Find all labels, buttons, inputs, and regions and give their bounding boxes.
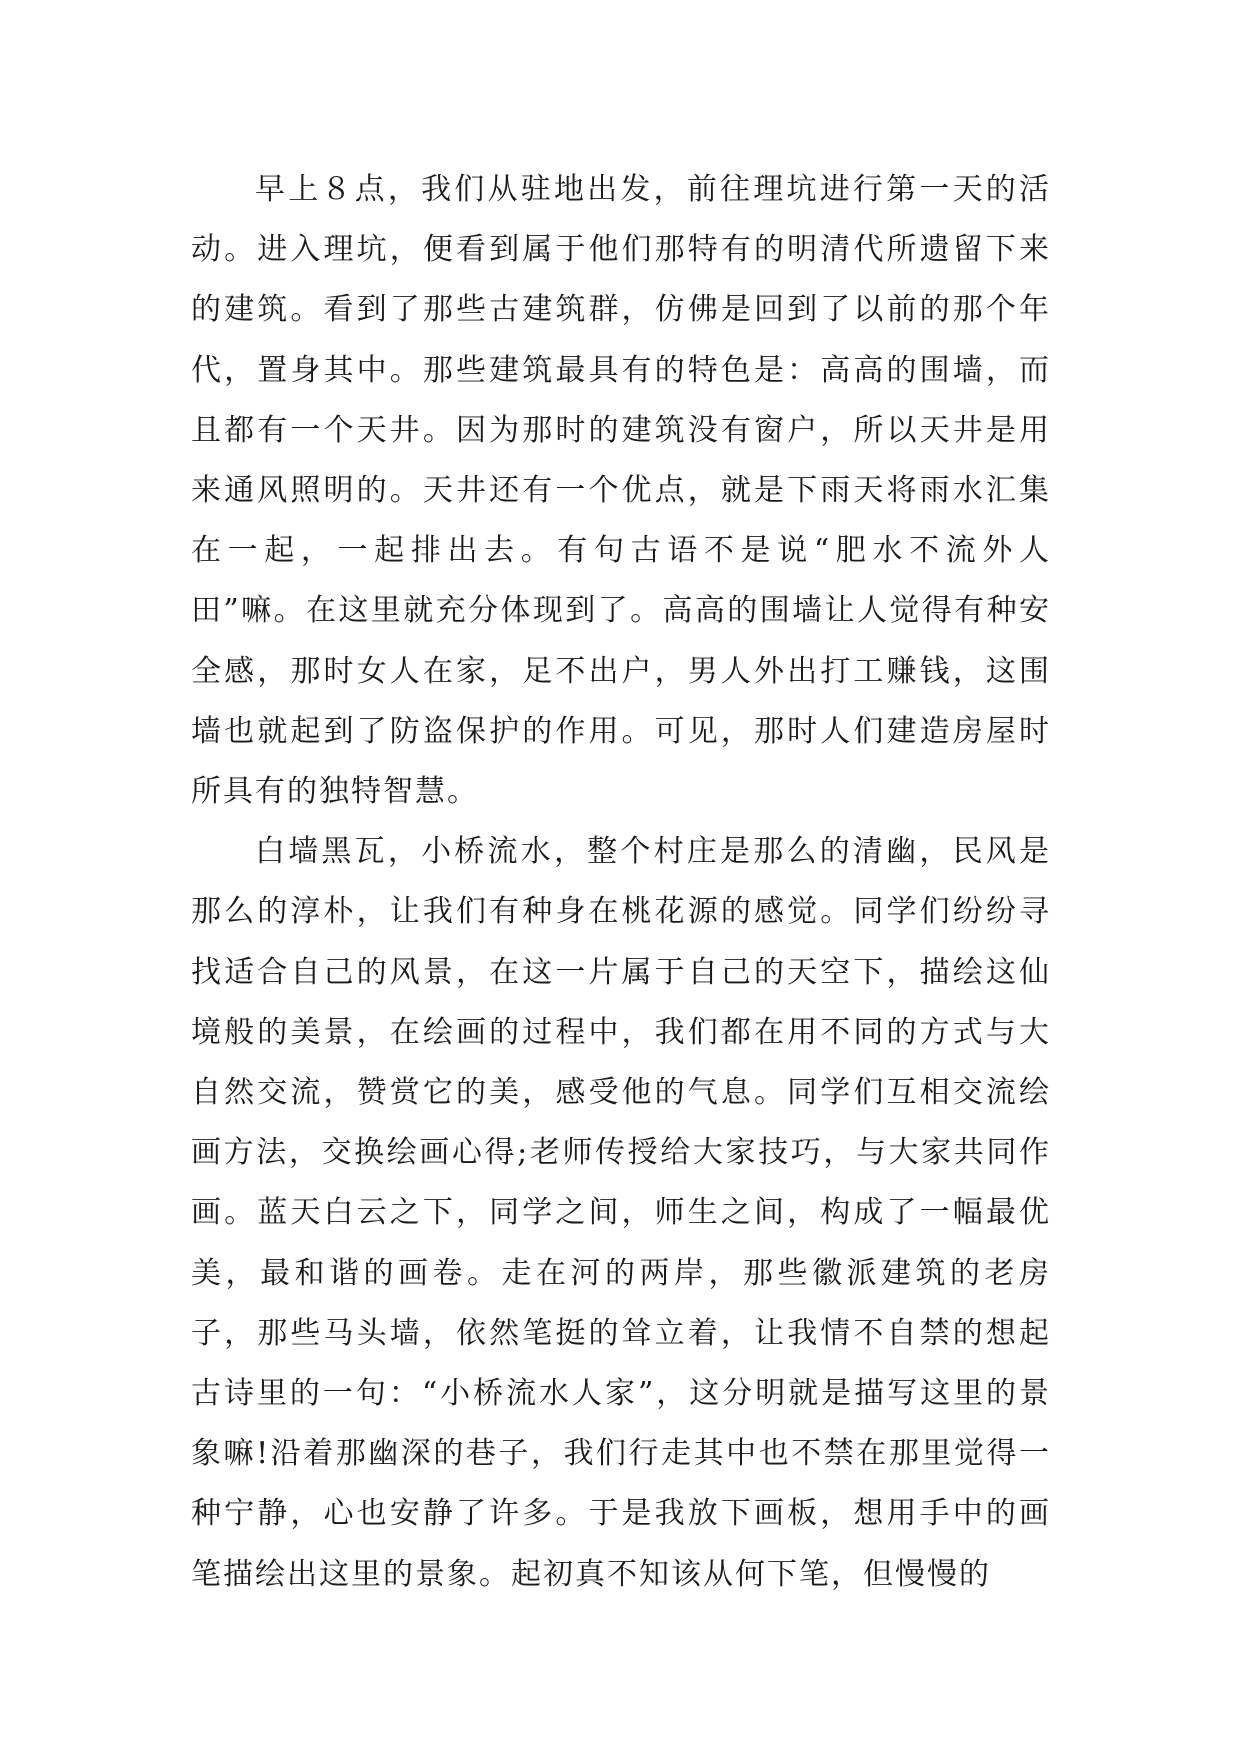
paragraph-2: 白墙黑瓦，小桥流水，整个村庄是那么的清幽，民风是那么的淳朴，让我们有种身在桃花源的感觉。同学们纷纷寻找适合自己的风景，在这一片属于自己的天空下，描绘这仙境般的美景，在绘画的过程中，我们都在用不同的方式与大自然交流，赞赏它的美，感受他的气息。同学们互相交流绘画方法，交换绘画心得;老师传授给大家技巧，与大家共同作画。蓝天白云之下，同学之间，师生之间，构成了一幅最优美，最和谐的画卷。走在河的两岸，那些徽派建筑的老房子，那些马头墙，依然笔挺的耸立着，让我情不自禁的想起古诗里的一句：“小桥流水人家”，这分明就是描写这里的景象嘛!沿着那幽深的巷子，我们行走其中也不禁在那里觉得一种宁静，心也安静了许多。于是我放下画板，想用手中的画笔描绘出这里的景象。起初真不知该从何下笔，但慢慢的 [191, 834, 1051, 1592]
document-body [191, 160, 1051, 1605]
paragraph-1: 早上８点，我们从驻地出发，前往理坑进行第一天的活动。进入理坑，便看到属于他们那特有的明清代所遗留下来的建筑。看到了那些古建筑群，仿佛是回到了以前的那个年代，置身其中。那些建筑最具有的特色是：高高的围墙，而且都有一个天井。因为那时的建筑没有窗户，所以天井是用来通风照明的。天井还有一个优点，就是下雨天将雨水汇集在一起，一起排出去。有句古语不是说“肥水不流外人田”嘛。在这里就充分体现到了。高高的围墙让人觉得有种安全感，那时女人在家，足不出户，男人外出打工赚钱，这围墙也就起到了防盗保护的作用。可见，那时人们建造房屋时所具有的独特智慧。 [191, 172, 1051, 810]
